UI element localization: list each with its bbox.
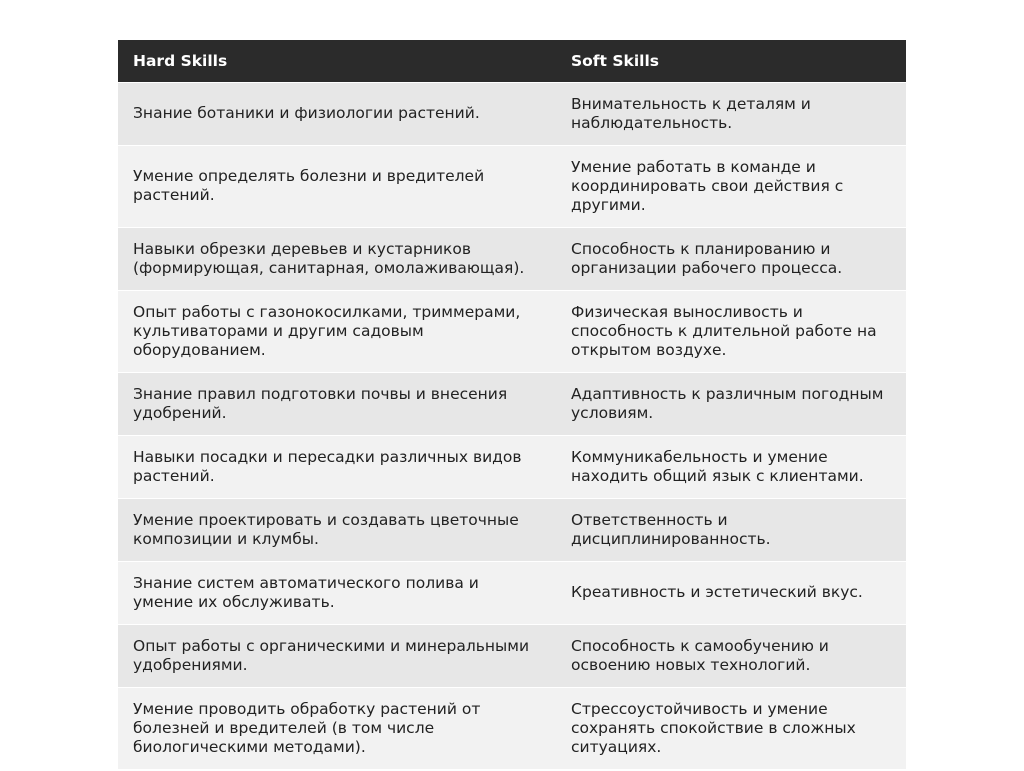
table-row [118,561,906,624]
table-row [118,145,906,227]
soft-skill-cell: Способность к самообучению и освоению новых технологий. [556,624,906,687]
table-row [118,498,906,561]
hard-skill-cell: Знание систем автоматического полива и умение их обслуживать. [118,561,556,624]
soft-skill-cell: Физическая выносливость и способность к длительной работе на открытом воздухе. [556,290,906,372]
table-row [118,372,906,435]
soft-skill-cell: Коммуникабельность и умение находить общий язык с клиентами. [556,435,906,498]
table-header [118,40,906,82]
soft-skill-cell: Внимательность к деталям и наблюдательность. [556,82,906,145]
table-row [118,687,906,769]
header-row [118,40,906,82]
soft-skill-cell: Умение работать в команде и координировать свои действия с другими. [556,145,906,227]
soft-skill-cell: Способность к планированию и организации рабочего процесса. [556,227,906,290]
table-row [118,290,906,372]
soft-skill-cell: Креативность и эстетический вкус. [556,561,906,624]
table-body [118,82,906,769]
table-row [118,435,906,498]
table-row [118,227,906,290]
header-soft-skills: Soft Skills [556,40,906,82]
hard-skill-cell: Умение определять болезни и вредителей растений. [118,145,556,227]
hard-skill-cell: Знание правил подготовки почвы и внесения удобрений. [118,372,556,435]
table-row [118,82,906,145]
table-row [118,624,906,687]
hard-skill-cell: Знание ботаники и физиологии растений. [118,82,556,145]
soft-skill-cell: Ответственность и дисциплинированность. [556,498,906,561]
soft-skill-cell: Адаптивность к различным погодным условиям. [556,372,906,435]
hard-skill-cell: Умение проводить обработку растений от болезней и вредителей (в том числе биологическими методами). [118,687,556,769]
skills-table [118,40,906,769]
hard-skill-cell: Умение проектировать и создавать цветочные композиции и клумбы. [118,498,556,561]
hard-skill-cell: Опыт работы с газонокосилками, триммерами, культиваторами и другим садовым оборудованием. [118,290,556,372]
soft-skill-cell: Стрессоустойчивость и умение сохранять спокойствие в сложных ситуациях. [556,687,906,769]
hard-skill-cell: Навыки посадки и пересадки различных видов растений. [118,435,556,498]
hard-skill-cell: Навыки обрезки деревьев и кустарников (формирующая, санитарная, омолаживающая). [118,227,556,290]
hard-skill-cell: Опыт работы с органическими и минеральными удобрениями. [118,624,556,687]
header-hard-skills: Hard Skills [118,40,556,82]
